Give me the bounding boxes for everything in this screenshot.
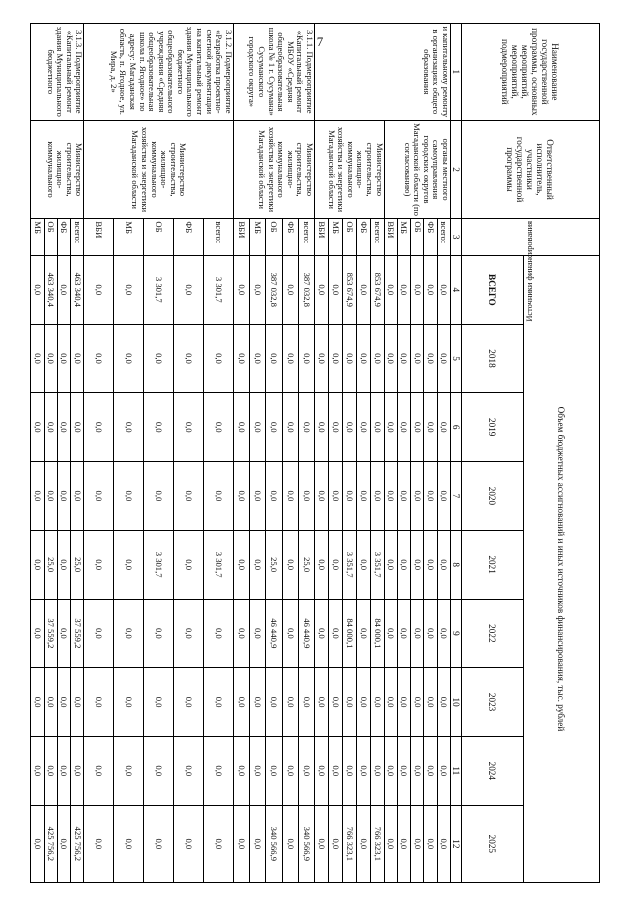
funding-source: ОБ xyxy=(411,219,424,256)
funding-value: 0,0 xyxy=(114,599,144,668)
funding-value: 0,0 xyxy=(31,324,45,393)
funding-value: 0,0 xyxy=(314,324,328,393)
funding-value: 0,0 xyxy=(328,255,342,324)
funding-value: 0,0 xyxy=(282,805,298,882)
funding-source: всего: xyxy=(370,219,384,256)
funding-value: 0,0 xyxy=(250,599,266,668)
funding-value: 0,0 xyxy=(342,462,356,531)
funding-value: 463 340,4 xyxy=(44,255,57,324)
funding-value: 0,0 xyxy=(233,255,249,324)
funding-value: 0,0 xyxy=(424,805,437,882)
funding-value: 0,0 xyxy=(411,599,424,668)
funding-value: 0,0 xyxy=(437,668,450,737)
funding-value: 0,0 xyxy=(114,530,144,599)
header-col-number-2: 3 xyxy=(451,219,462,256)
funding-value: 0,0 xyxy=(203,462,233,531)
funding-value: 0,0 xyxy=(328,599,342,668)
funding-value: 0,0 xyxy=(437,736,450,805)
funding-value: 0,0 xyxy=(266,462,282,531)
funding-value: 0,0 xyxy=(342,668,356,737)
funding-value: 0,0 xyxy=(233,668,249,737)
funding-value: 0,0 xyxy=(356,324,370,393)
header-col-number-4: 5 xyxy=(451,324,462,393)
funding-value: 3 351,7 xyxy=(342,530,356,599)
funding-value: 0,0 xyxy=(84,599,114,668)
header-year-4: 2021 xyxy=(462,530,524,599)
funding-value: 0,0 xyxy=(57,393,70,462)
funding-value: 0,0 xyxy=(144,668,174,737)
funding-value: 0,0 xyxy=(114,324,144,393)
funding-value: 0,0 xyxy=(356,530,370,599)
funding-value: 340 566,9 xyxy=(266,805,282,882)
funding-value: 0,0 xyxy=(144,736,174,805)
funding-value: 0,0 xyxy=(411,805,424,882)
funding-value: 0,0 xyxy=(384,393,397,462)
funding-value: 0,0 xyxy=(174,668,204,737)
funding-value: 0,0 xyxy=(174,462,204,531)
funding-value: 0,0 xyxy=(437,805,450,882)
funding-value: 0,0 xyxy=(233,805,249,882)
funding-source: ОБ xyxy=(342,219,356,256)
funding-value: 0,0 xyxy=(314,805,328,882)
funding-value: 0,0 xyxy=(328,462,342,531)
funding-value: 0,0 xyxy=(424,324,437,393)
funding-source: всего: xyxy=(71,219,84,256)
header-col-number-7: 8 xyxy=(451,530,462,599)
funding-value: 0,0 xyxy=(203,668,233,737)
funding-source: ВБИ xyxy=(384,219,397,256)
header-col-executor: Ответственный исполнитель, участники государственной программы xyxy=(462,120,600,219)
funding-value: 0,0 xyxy=(342,393,356,462)
funding-value: 0,0 xyxy=(370,462,384,531)
page-number: 7 xyxy=(316,34,324,49)
measure-name: 3.1.2. Подмероприятие «Разработка проектно-сметной документации на капитальный ремонт здания Муниципального бюджетного общеобразовательного учреждения «Средняя общеобразовательная школа п. Ягодное» по адресу: Магаданская область, п. Ягодное, ул. Мира, д. 2» xyxy=(84,24,233,121)
funding-value: 0,0 xyxy=(282,393,298,462)
header-col-number-8: 9 xyxy=(451,599,462,668)
funding-value: 0,0 xyxy=(203,324,233,393)
funding-value: 0,0 xyxy=(411,530,424,599)
funding-value: 0,0 xyxy=(71,668,84,737)
funding-value: 0,0 xyxy=(114,255,144,324)
funding-value: 0,0 xyxy=(174,324,204,393)
header-col-number-6: 7 xyxy=(451,462,462,531)
funding-value: 0,0 xyxy=(31,255,45,324)
funding-value: 0,0 xyxy=(356,255,370,324)
funding-value: 0,0 xyxy=(397,599,410,668)
funding-source: ОБ xyxy=(44,219,57,256)
funding-value: 0,0 xyxy=(328,668,342,737)
funding-value: 0,0 xyxy=(31,668,45,737)
funding-value: 0,0 xyxy=(411,324,424,393)
table-row xyxy=(71,24,84,883)
funding-value: 0,0 xyxy=(397,393,410,462)
funding-value: 0,0 xyxy=(424,530,437,599)
funding-value: 0,0 xyxy=(424,599,437,668)
funding-value: 0,0 xyxy=(356,393,370,462)
funding-value: 0,0 xyxy=(174,599,204,668)
funding-value: 766 323,1 xyxy=(342,805,356,882)
funding-source: ФБ xyxy=(282,219,298,256)
funding-value: 0,0 xyxy=(203,599,233,668)
funding-source: МБ xyxy=(114,219,144,256)
funding-value: 25,0 xyxy=(44,530,57,599)
funding-value: 0,0 xyxy=(397,462,410,531)
funding-value: 0,0 xyxy=(57,599,70,668)
funding-value: 37 559,2 xyxy=(71,599,84,668)
funding-value: 0,0 xyxy=(411,736,424,805)
funding-source: ФБ xyxy=(174,219,204,256)
funding-value: 0,0 xyxy=(250,393,266,462)
rotated-table-container xyxy=(30,23,600,883)
funding-value: 0,0 xyxy=(31,530,45,599)
funding-value: 0,0 xyxy=(31,736,45,805)
header-col-number-5: 6 xyxy=(451,393,462,462)
funding-value: 0,0 xyxy=(31,393,45,462)
funding-value: 0,0 xyxy=(84,530,114,599)
funding-value: 3 301,7 xyxy=(144,255,174,324)
funding-value: 0,0 xyxy=(384,530,397,599)
funding-value: 0,0 xyxy=(342,736,356,805)
funding-value: 46 440,9 xyxy=(266,599,282,668)
header-col-number-10: 11 xyxy=(451,736,462,805)
funding-value: 0,0 xyxy=(437,393,450,462)
funding-value: 0,0 xyxy=(71,324,84,393)
funding-value: 0,0 xyxy=(411,393,424,462)
funding-value: 0,0 xyxy=(266,668,282,737)
funding-value: 0,0 xyxy=(282,530,298,599)
funding-value: 0,0 xyxy=(174,805,204,882)
funding-value: 0,0 xyxy=(84,393,114,462)
funding-value: 0,0 xyxy=(328,393,342,462)
funding-source: МБ xyxy=(397,219,410,256)
funding-value: 0,0 xyxy=(71,393,84,462)
table-row xyxy=(370,24,384,883)
funding-value: 0,0 xyxy=(314,462,328,531)
funding-value: 0,0 xyxy=(298,462,314,531)
funding-value: 0,0 xyxy=(57,530,70,599)
funding-value: 0,0 xyxy=(397,805,410,882)
funding-value: 0,0 xyxy=(266,736,282,805)
funding-value: 0,0 xyxy=(233,530,249,599)
funding-value: 0,0 xyxy=(384,805,397,882)
funding-source: ВБИ xyxy=(314,219,328,256)
executor-cell: органы местного самоуправления городских округов Магаданской области (по согласованию) xyxy=(384,120,450,219)
header-col-source-text: Источники финансирования xyxy=(525,221,534,323)
funding-value: 0,0 xyxy=(424,393,437,462)
funding-value: 0,0 xyxy=(114,393,144,462)
funding-value: 0,0 xyxy=(437,324,450,393)
header-col-name: Наименование государственной программы, основных мероприятий, мероприятий, подмероприятий xyxy=(462,24,600,121)
funding-value: 84 000,1 xyxy=(370,599,384,668)
funding-source: ФБ xyxy=(356,219,370,256)
funding-value: 0,0 xyxy=(44,668,57,737)
table-row xyxy=(298,24,314,883)
funding-value: 0,0 xyxy=(314,393,328,462)
funding-value: 0,0 xyxy=(424,255,437,324)
funding-value: 0,0 xyxy=(437,599,450,668)
header-year-5: 2022 xyxy=(462,599,524,668)
header-col-number-1: 2 xyxy=(451,120,462,219)
header-year-2: 2019 xyxy=(462,393,524,462)
header-year-3: 2020 xyxy=(462,462,524,531)
funding-value: 0,0 xyxy=(370,393,384,462)
funding-value: 0,0 xyxy=(57,736,70,805)
funding-value: 25,0 xyxy=(266,530,282,599)
funding-value: 387 032,8 xyxy=(266,255,282,324)
funding-value: 853 674,9 xyxy=(342,255,356,324)
funding-value: 0,0 xyxy=(144,393,174,462)
header-year-0: ВСЕГО xyxy=(462,255,524,324)
header-col-number-9: 10 xyxy=(451,668,462,737)
funding-source: МБ xyxy=(31,219,45,256)
funding-source: МБ xyxy=(250,219,266,256)
funding-value: 0,0 xyxy=(44,736,57,805)
funding-source: всего: xyxy=(437,219,450,256)
header-funding-group: Объем бюджетных ассигнований и иных источников финансирования, тыс. рублей xyxy=(524,255,600,882)
funding-source: ОБ xyxy=(144,219,174,256)
funding-value: 0,0 xyxy=(356,599,370,668)
funding-source: ОБ xyxy=(266,219,282,256)
table-row xyxy=(437,24,450,883)
funding-value: 0,0 xyxy=(44,393,57,462)
funding-table xyxy=(30,23,600,883)
funding-value: 0,0 xyxy=(84,324,114,393)
funding-source: ФБ xyxy=(57,219,70,256)
measure-name: 3.1.3. Подмероприятие «Капитальный ремонт здания Муниципального бюджетного xyxy=(31,24,84,121)
funding-value: 0,0 xyxy=(384,462,397,531)
funding-value: 0,0 xyxy=(57,255,70,324)
funding-value: 46 440,9 xyxy=(298,599,314,668)
funding-value: 0,0 xyxy=(282,599,298,668)
funding-value: 340 566,9 xyxy=(298,805,314,882)
funding-value: 0,0 xyxy=(328,736,342,805)
funding-value: 0,0 xyxy=(356,668,370,737)
funding-value: 0,0 xyxy=(233,599,249,668)
funding-value: 0,0 xyxy=(84,736,114,805)
funding-value: 0,0 xyxy=(250,805,266,882)
funding-value: 853 674,9 xyxy=(370,255,384,324)
funding-value: 0,0 xyxy=(356,736,370,805)
funding-value: 0,0 xyxy=(370,324,384,393)
funding-value: 0,0 xyxy=(266,393,282,462)
funding-value: 0,0 xyxy=(144,462,174,531)
funding-value: 0,0 xyxy=(384,324,397,393)
funding-value: 0,0 xyxy=(328,805,342,882)
funding-value: 0,0 xyxy=(384,668,397,737)
funding-value: 0,0 xyxy=(44,324,57,393)
funding-value: 0,0 xyxy=(282,668,298,737)
funding-value: 0,0 xyxy=(233,462,249,531)
funding-value: 0,0 xyxy=(298,668,314,737)
funding-value: 37 559,2 xyxy=(44,599,57,668)
funding-value: 0,0 xyxy=(233,393,249,462)
funding-value: 0,0 xyxy=(411,255,424,324)
funding-value: 0,0 xyxy=(424,462,437,531)
funding-value: 0,0 xyxy=(203,393,233,462)
funding-value: 425 756,2 xyxy=(71,805,84,882)
funding-value: 0,0 xyxy=(424,668,437,737)
measure-name: 3.1.1. Подмероприятие «Капитальный ремонт МБОУ «Средняя общеобразовательная школа № 1 г. Сусумана» Сусуманского городского округа» xyxy=(233,24,314,121)
funding-value: 0,0 xyxy=(114,805,144,882)
funding-value: 0,0 xyxy=(71,462,84,531)
header-year-7: 2024 xyxy=(462,736,524,805)
header-col-number-11: 12 xyxy=(451,805,462,882)
funding-source: ВБИ xyxy=(233,219,249,256)
funding-value: 84 000,1 xyxy=(342,599,356,668)
funding-value: 0,0 xyxy=(411,462,424,531)
funding-value: 0,0 xyxy=(233,324,249,393)
funding-value: 0,0 xyxy=(250,255,266,324)
funding-value: 0,0 xyxy=(342,324,356,393)
funding-value: 0,0 xyxy=(44,462,57,531)
header-col-number-0: 1 xyxy=(451,24,462,121)
funding-value: 3 301,7 xyxy=(203,255,233,324)
funding-value: 0,0 xyxy=(298,393,314,462)
funding-source: всего: xyxy=(298,219,314,256)
funding-value: 0,0 xyxy=(282,255,298,324)
funding-value: 0,0 xyxy=(84,805,114,882)
funding-value: 0,0 xyxy=(203,736,233,805)
funding-value: 0,0 xyxy=(328,530,342,599)
funding-value: 0,0 xyxy=(397,668,410,737)
funding-value: 0,0 xyxy=(71,736,84,805)
funding-value: 0,0 xyxy=(31,462,45,531)
executor-cell: Министерство строительства, жилищно-коммунального хозяйства и энергетики Магаданской области xyxy=(84,120,233,219)
header-year-8: 2025 xyxy=(462,805,524,882)
funding-value: 0,0 xyxy=(314,599,328,668)
funding-value: 0,0 xyxy=(233,736,249,805)
funding-value: 0,0 xyxy=(174,736,204,805)
funding-value: 0,0 xyxy=(203,805,233,882)
funding-value: 0,0 xyxy=(314,255,328,324)
funding-value: 0,0 xyxy=(298,324,314,393)
funding-source: всего: xyxy=(203,219,233,256)
funding-value: 0,0 xyxy=(424,736,437,805)
funding-value: 0,0 xyxy=(437,530,450,599)
funding-value: 463 340,4 xyxy=(71,255,84,324)
funding-value: 0,0 xyxy=(370,668,384,737)
funding-value: 0,0 xyxy=(250,530,266,599)
funding-value: 0,0 xyxy=(31,599,45,668)
funding-value: 0,0 xyxy=(411,668,424,737)
table-row xyxy=(203,24,233,883)
funding-value: 0,0 xyxy=(84,668,114,737)
funding-value: 0,0 xyxy=(437,462,450,531)
funding-value: 425 756,2 xyxy=(44,805,57,882)
executor-cell: Министерство строительства, жилищно-коммунального хозяйства и энергетики Магаданской области xyxy=(314,120,384,219)
funding-value: 0,0 xyxy=(57,324,70,393)
funding-value: 0,0 xyxy=(384,599,397,668)
funding-source: ФБ xyxy=(424,219,437,256)
funding-value: 0,0 xyxy=(31,805,45,882)
funding-value: 0,0 xyxy=(144,805,174,882)
funding-value: 0,0 xyxy=(328,324,342,393)
funding-value: 3 351,7 xyxy=(370,530,384,599)
funding-value: 0,0 xyxy=(384,255,397,324)
funding-value: 0,0 xyxy=(174,393,204,462)
funding-value: 0,0 xyxy=(250,324,266,393)
measure-name: и капитальному ремонту в организациях общего образования xyxy=(314,24,450,121)
funding-value: 0,0 xyxy=(356,462,370,531)
funding-value: 0,0 xyxy=(314,668,328,737)
funding-value: 0,0 xyxy=(250,668,266,737)
funding-value: 0,0 xyxy=(114,668,144,737)
funding-value: 0,0 xyxy=(314,736,328,805)
funding-value: 0,0 xyxy=(250,462,266,531)
funding-value: 766 323,1 xyxy=(370,805,384,882)
funding-value: 0,0 xyxy=(356,805,370,882)
funding-value: 0,0 xyxy=(314,530,328,599)
header-col-number-3: 4 xyxy=(451,255,462,324)
funding-value: 0,0 xyxy=(282,324,298,393)
funding-value: 0,0 xyxy=(114,462,144,531)
funding-value: 0,0 xyxy=(84,462,114,531)
funding-source: ВБИ xyxy=(84,219,114,256)
executor-cell: Министерство строительства, жилищно-коммунального хозяйства и энергетики Магаданской области xyxy=(233,120,314,219)
funding-value: 0,0 xyxy=(370,736,384,805)
header-year-6: 2023 xyxy=(462,668,524,737)
funding-value: 25,0 xyxy=(71,530,84,599)
funding-value: 0,0 xyxy=(397,530,410,599)
funding-value: 0,0 xyxy=(57,462,70,531)
funding-value: 0,0 xyxy=(397,736,410,805)
funding-source: МБ xyxy=(328,219,342,256)
funding-value: 0,0 xyxy=(250,736,266,805)
executor-cell: Министерство строительства, жилищно-коммунального xyxy=(31,120,84,219)
funding-value: 387 032,8 xyxy=(298,255,314,324)
funding-value: 0,0 xyxy=(298,736,314,805)
funding-value: 0,0 xyxy=(397,255,410,324)
funding-value: 0,0 xyxy=(57,805,70,882)
funding-value: 0,0 xyxy=(84,255,114,324)
funding-value: 0,0 xyxy=(266,324,282,393)
funding-value: 25,0 xyxy=(298,530,314,599)
funding-value: 0,0 xyxy=(437,255,450,324)
funding-value: 0,0 xyxy=(384,736,397,805)
funding-value: 0,0 xyxy=(144,599,174,668)
header-year-1: 2018 xyxy=(462,324,524,393)
funding-value: 0,0 xyxy=(282,736,298,805)
funding-value: 0,0 xyxy=(174,255,204,324)
funding-value: 3 301,7 xyxy=(144,530,174,599)
funding-value: 3 301,7 xyxy=(203,530,233,599)
funding-value: 0,0 xyxy=(114,736,144,805)
funding-value: 0,0 xyxy=(144,324,174,393)
funding-value: 0,0 xyxy=(282,462,298,531)
funding-value: 0,0 xyxy=(397,324,410,393)
funding-value: 0,0 xyxy=(174,530,204,599)
funding-value: 0,0 xyxy=(57,668,70,737)
